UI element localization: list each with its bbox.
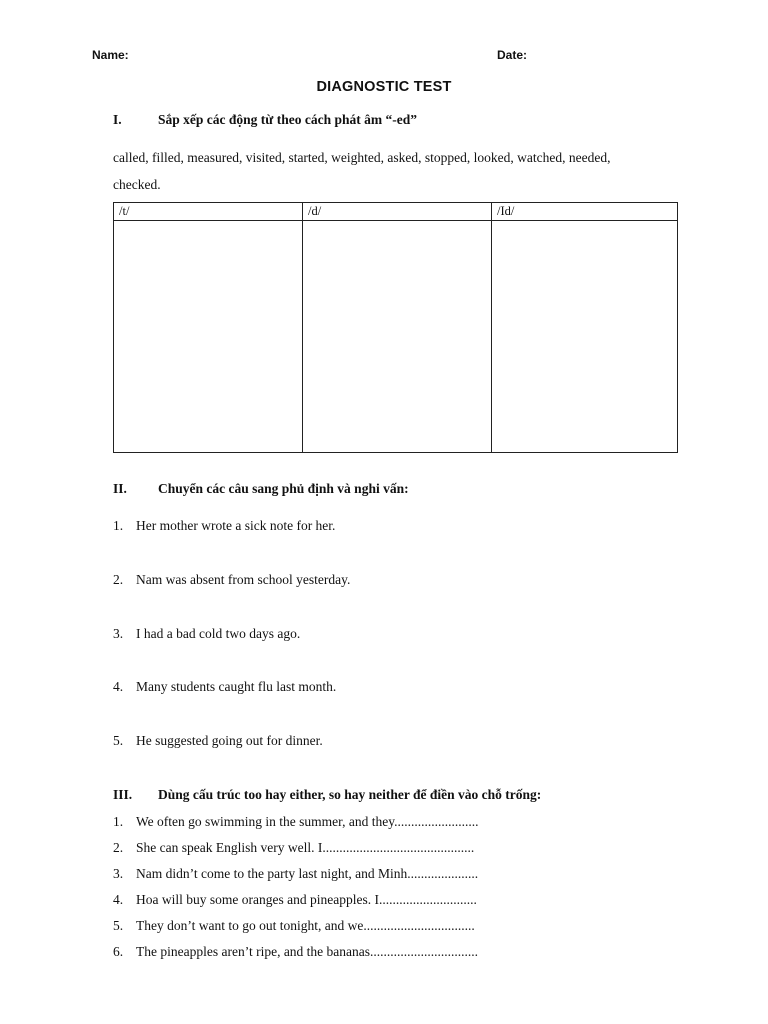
item-number: 2. [113,840,124,855]
item-number: 5. [113,918,124,933]
page-title: DIAGNOSTIC TEST [316,79,452,95]
item-number: 3. [113,626,124,641]
section-1-heading [113,112,417,128]
list-item [113,733,323,749]
item-text: I had a bad cold two days ago. [136,626,301,641]
item-text: Hoa will buy some oranges and pineapples. I............................. [136,892,477,907]
item-text: Nam didn’t come to the party last night, and Minh..................... [136,866,479,881]
item-number: 1. [113,518,124,533]
column-header-id: /Id/ [492,203,678,221]
word-list-line-2: checked. [113,177,161,192]
section-1-word-list [113,144,683,198]
item-text: They don’t want to go out tonight, and we................................. [136,918,475,933]
item-text: Nam was absent from school yesterday. [136,572,351,587]
answer-cell-id[interactable] [492,221,678,453]
answer-cell-t[interactable] [114,221,303,453]
name-label: Name: [92,48,129,62]
item-number: 1. [113,814,124,829]
ed-sorting-table [113,202,678,453]
section-3-number: III. [113,787,133,802]
section-1-title: Sắp xếp các động từ theo cách phát âm “-ed” [158,112,417,127]
item-text: We often go swimming in the summer, and they......................... [136,814,479,829]
item-text: The pineapples aren’t ripe, and the bananas................................ [136,944,479,959]
answer-cell-d[interactable] [303,221,492,453]
item-text: Many students caught flu last month. [136,679,337,694]
list-item [113,679,336,695]
item-text: He suggested going out for dinner. [136,733,323,748]
section-2-title: Chuyển các câu sang phủ định và nghi vấn: [158,481,409,496]
list-item [113,572,350,588]
list-item [113,626,300,642]
item-text: She can speak English very well. I............................................. [136,840,475,855]
column-header-d: /d/ [303,203,492,221]
item-number: 2. [113,572,124,587]
list-item [113,866,478,882]
date-label: Date: [497,48,528,62]
section-3-heading [113,787,541,803]
list-item [113,840,474,856]
section-3-title: Dùng cấu trúc too hay either, so hay neither để điền vào chỗ trống: [158,787,542,802]
item-number: 5. [113,733,124,748]
list-item [113,518,335,534]
item-number: 3. [113,866,124,881]
list-item [113,814,478,830]
item-number: 4. [113,892,124,907]
item-number: 6. [113,944,124,959]
list-item [113,944,478,960]
list-item [113,892,477,908]
section-2-number: II. [113,481,127,496]
item-number: 4. [113,679,124,694]
section-1-number: I. [113,112,122,127]
section-2-heading [113,481,409,497]
word-list-line-1: called, filled, measured, visited, started, weighted, asked, stopped, looked, watched, needed, [113,150,611,165]
item-text: Her mother wrote a sick note for her. [136,518,336,533]
list-item [113,918,475,934]
column-header-t: /t/ [114,203,303,221]
